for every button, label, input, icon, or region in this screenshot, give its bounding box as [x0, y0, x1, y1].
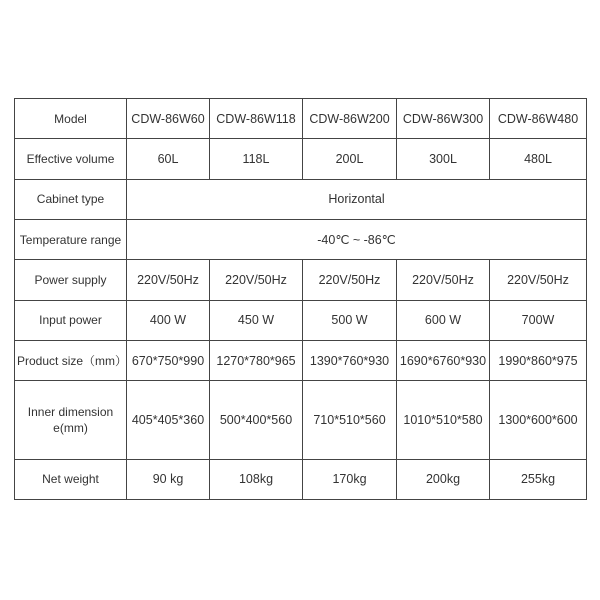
row-label: Cabinet type — [15, 179, 127, 219]
row-label: Temperature range — [15, 219, 127, 259]
table-cell: 710*510*560 — [303, 381, 397, 459]
table-cell: 170kg — [303, 459, 397, 499]
table-cell: 200L — [303, 139, 397, 179]
spec-table — [14, 98, 587, 500]
table-cell: 405*405*360 — [127, 381, 210, 459]
table-cell: 108kg — [210, 459, 303, 499]
table-row — [15, 340, 587, 380]
table-cell: 220V/50Hz — [397, 260, 490, 300]
merged-cell: -40℃ ~ -86℃ — [127, 219, 587, 259]
table-row — [15, 300, 587, 340]
table-cell: CDW-86W60 — [127, 99, 210, 139]
table-row — [15, 99, 587, 139]
table-cell: 220V/50Hz — [303, 260, 397, 300]
table-cell: 480L — [490, 139, 587, 179]
table-cell: 255kg — [490, 459, 587, 499]
table-cell: 220V/50Hz — [210, 260, 303, 300]
table-cell: 1390*760*930 — [303, 340, 397, 380]
row-label: Net weight — [15, 459, 127, 499]
table-cell: 700W — [490, 300, 587, 340]
table-cell: 670*750*990 — [127, 340, 210, 380]
table-cell: 1010*510*580 — [397, 381, 490, 459]
table-cell: 220V/50Hz — [490, 260, 587, 300]
row-label: Power supply — [15, 260, 127, 300]
table-cell: CDW-86W200 — [303, 99, 397, 139]
row-label: Input power — [15, 300, 127, 340]
table-cell: 1300*600*600 — [490, 381, 587, 459]
table-cell: 1990*860*975 — [490, 340, 587, 380]
table-cell: 500*400*560 — [210, 381, 303, 459]
row-label: Model — [15, 99, 127, 139]
table-cell: 400 W — [127, 300, 210, 340]
table-row — [15, 179, 587, 219]
row-label: Product size（mm） — [15, 340, 127, 380]
row-label: Inner dimension e(mm) — [15, 381, 127, 459]
table-cell: CDW-86W480 — [490, 99, 587, 139]
table-cell: 200kg — [397, 459, 490, 499]
table-cell: CDW-86W300 — [397, 99, 490, 139]
merged-cell: Horizontal — [127, 179, 587, 219]
table-cell: 118L — [210, 139, 303, 179]
table-cell: 300L — [397, 139, 490, 179]
table-cell: 1690*6760*930 — [397, 340, 490, 380]
table-row — [15, 260, 587, 300]
table-cell: 60L — [127, 139, 210, 179]
table-row — [15, 381, 587, 459]
table-row — [15, 139, 587, 179]
table-row — [15, 459, 587, 499]
table-cell: 1270*780*965 — [210, 340, 303, 380]
table-cell: CDW-86W118 — [210, 99, 303, 139]
table-cell: 220V/50Hz — [127, 260, 210, 300]
table-cell: 90 kg — [127, 459, 210, 499]
table-cell: 500 W — [303, 300, 397, 340]
table-cell: 600 W — [397, 300, 490, 340]
row-label: Effective volume — [15, 139, 127, 179]
table-cell: 450 W — [210, 300, 303, 340]
table-row — [15, 219, 587, 259]
